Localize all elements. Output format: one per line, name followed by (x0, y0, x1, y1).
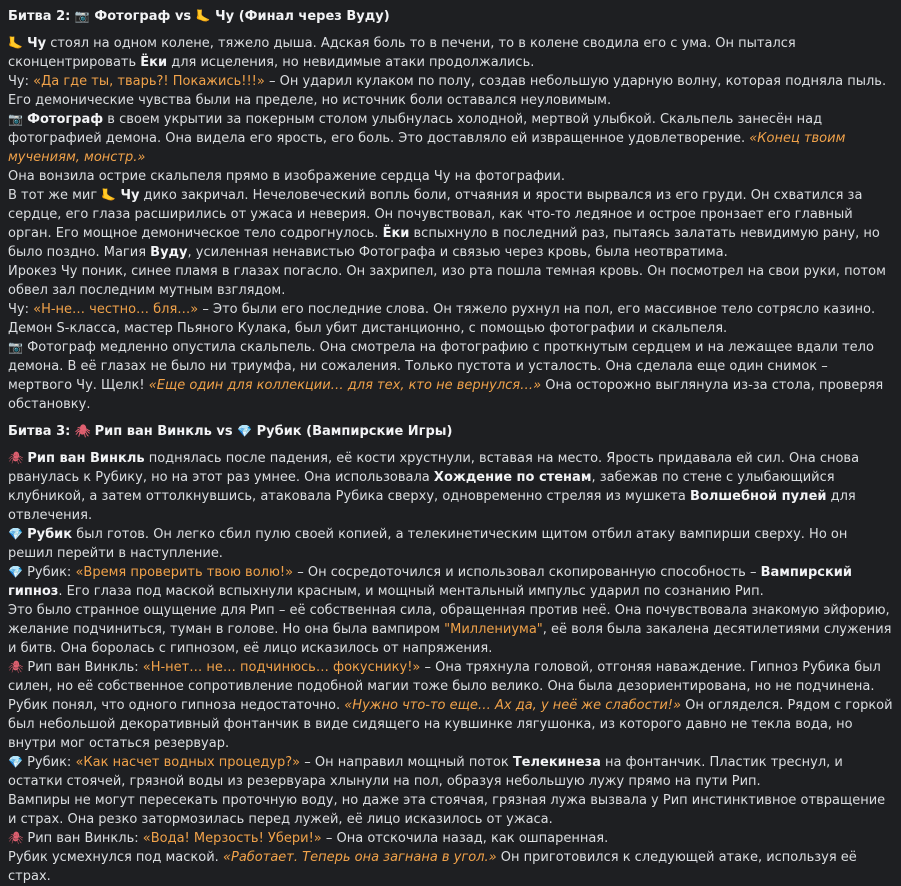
spider-icon (8, 829, 23, 848)
paragraph-11: 💎 Рубик: «Время проверить твою волю!» – Он сосредоточился и использовал скопированную способность – Вампирский гипноз. Его глаза под маской вспыхнули красным, и мощный ментальный импульс ударил по сознанию Рип. (8, 563, 893, 601)
quote: «Да где ты, тварь?! Покажись!!!» (33, 74, 265, 89)
spider-icon (75, 422, 90, 441)
battle-2-fighter-b: Чу (215, 9, 235, 24)
foot-icon (101, 186, 116, 205)
paragraph-2: Чу: «Да где ты, тварь?! Покажись!!!» – Он ударил кулаком по полу, создав небольшую ударную волну, которая подняла пыль. Его демонические чувства были на пределе, но источник боли оставался неуловимым. (8, 74, 887, 108)
gem-icon (8, 525, 23, 544)
quote: «Время проверить твою волю!» (75, 565, 294, 580)
paragraph-16: Вампиры не могут пересекать проточную воду, но даже эта стоячая, грязная лужа вызвала у Рип инстинктивное отвращение и страх. Она резко затормозилась перед лужей, её лицо исказилось от ужаса. (8, 793, 886, 827)
paragraph-15: 💎 Рубик: «Как насчет водных процедур?» – Он направил мощный поток Телекинеза на фонтанчик. Пластик треснул, и остатки стоячей, грязной воды из резервуара хлынули на пол, образуя небольшую лужу прямо на пути Рип. (8, 753, 893, 791)
spider-icon (8, 449, 23, 468)
paragraph-17: 🕷 Рип ван Винкль: «Вода! Мерзость! Убери!» – Она отскочила назад, как ошпаренная. (8, 829, 893, 848)
battle-3-fighter-a: Рип ван Винкль (94, 424, 212, 439)
quote: «Н-не… честно… бля…» (33, 302, 199, 317)
paragraph-8: 📷 Фотограф медленно опустила скальпель. Она смотрела на фотографию с проткнутым сердцем и на лежащее вдали тело демона. В её глазах не было ни триумфа, ни сожаления. Только пустота и усталость. Она сделала еще один снимок – мертвого Чу. Щелк! «Еще один для коллекции… для тех, кто не вернулся…» Она осторожно выглянула из-за стола, проверяя обстановку. (8, 338, 893, 414)
paragraph-5: В тот же миг 🦶 Чу дико закричал. Нечеловеческий вопль боли, отчаяния и ярости вырвался из его груди. Он схватился за сердце, его глаза расширились от ужаса и неверия. Он почувствовал, как что-то ледяное и острое пронзает его главный орган. Его мощное демоническое тело содрогнулось. Ёки вспыхнуло в последний раз, пытаясь залатать невидимую рану, но было поздно. Магия Вуду, усиленная ненавистью Фотографа и связью через кровь, была неотвратима. (8, 186, 893, 262)
battle-3-label: Битва 3: (8, 424, 71, 439)
battle-2-label: Битва 2: (8, 9, 71, 24)
paragraph-9: 🕷 Рип ван Винкль поднялась после падения, её кости хрустнули, вставая на место. Ярость придавала ей сил. Она снова рванулась к Рубику, но на этот раз умнее. Она использовала Хождение по стенам, забежав по стене с улыбающийся клубникой, а затем оттолкнувшись, атаковала Рубика сверху, одновременно стреляя из мушкета Волшебной пулей для отвлечения. (8, 449, 893, 525)
camera-icon (8, 110, 23, 129)
battle-3-fighter-b: Рубик (256, 424, 302, 439)
paragraph-1: 🦶 Чу стоял на одном колене, тяжело дыша. Адская боль то в печени, то в колене сводила его с ума. Он пытался сконцентрировать Ёки для исцеления, но невидимые атаки продолжались. (8, 34, 893, 72)
paragraph-3: 📷 Фотограф в своем укрытии за покерным столом улыбнулась холодной, мертвой улыбкой. Скальпель занесён над фотографией демона. Она видела его ярость, его боль. Это доставляло ей извращенное удовлетворение. «Конец твоим мучениям, монстр.» (8, 110, 893, 167)
foot-icon (8, 34, 23, 53)
battle-3-heading (8, 422, 893, 441)
quote: «Работает. Теперь она загнана в угол.» (222, 850, 497, 865)
quote: "Миллениума" (444, 622, 543, 637)
paragraph-13: 🕷 Рип ван Винкль: «Н-нет… не… подчинюсь… фокуснику!» – Она тряхнула головой, отгоняя наваждение. Гипноз Рубика был силен, но её собственное сопротивление подобной магии тоже было велико. Она была дезориентирована, но не подчинена. (8, 658, 893, 696)
foot-icon (196, 7, 211, 26)
paragraph-6: Ирокез Чу поник, синее пламя в глазах погасло. Он захрипел, изо рта пошла темная кровь. Он посмотрел на свои руки, потом обвел зал последним мутным взглядом. (8, 264, 886, 298)
paragraph-14: Рубик понял, что одного гипноза недостаточно. «Нужно что-то еще… Ах да, у неё же слабости!» Он огляделся. Рядом с горкой был небольшой декоративный фонтанчик в виде сидящего на кувшинке лягушонка, из которого давно не текла вода, но внутри мог остаться резервуар. (8, 698, 893, 751)
gem-icon (8, 753, 23, 772)
camera-icon (75, 7, 90, 26)
quote: «Вода! Мерзость! Убери!» (142, 831, 322, 846)
camera-icon (8, 338, 23, 357)
battle-2-vs: vs (174, 9, 192, 24)
battle-2-subtitle: (Финал через Вуду) (238, 9, 390, 24)
paragraph-18: Рубик усмехнулся под маской. «Работает. Теперь она загнана в угол.» Он приготовился к следующей атаке, используя её страх. (8, 850, 857, 884)
paragraph-12: Это было странное ощущение для Рип – её собственная сила, обращенная против неё. Она почувствовала знакомую эйфорию, желание подчиниться, туман в голове. Но она была вампиром "Миллениума", её воля была закалена десятилетиями служения и битв. Она боролась с гипнозом, её лицо исказилось от напряжения. (8, 603, 892, 656)
quote: «Конец твоим мучениям, монстр.» (8, 131, 846, 165)
spider-icon (8, 658, 23, 677)
battle-3-vs: vs (216, 424, 233, 439)
battle-2-fighter-a: Фотограф (94, 9, 171, 24)
battle-3-subtitle: (Вампирские Игры) (306, 424, 453, 439)
gem-icon (237, 422, 252, 441)
gem-icon (8, 563, 23, 582)
paragraph-4: Она вонзила острие скальпеля прямо в изображение сердца Чу на фотографии. (8, 169, 565, 184)
quote: «Еще один для коллекции… для тех, кто не вернулся…» (148, 378, 542, 393)
battle-2-heading (8, 7, 893, 26)
paragraph-10: 💎 Рубик был готов. Он легко сбил пулю своей копией, а телекинетическим щитом отбил атаку вампирши сверху. Но он решил перейти в наступление. (8, 525, 893, 563)
quote: «Нужно что-то еще… Ах да, у неё же слабости!» (344, 698, 682, 713)
quote: «Н-нет… не… подчинюсь… фокуснику!» (142, 660, 421, 675)
quote: «Как насчет водных процедур?» (75, 755, 301, 770)
name-photographer: Фотограф (27, 112, 104, 127)
name-chu: Чу (27, 36, 47, 51)
paragraph-7: Чу: «Н-не… честно… бля…» – Это были его последние слова. Он тяжело рухнул на пол, его массивное тело сотрясло казино. Демон S-класса, мастер Пьяного Кулака, был убит дистанционно, с помощью фотографии и скальпеля. (8, 302, 876, 336)
